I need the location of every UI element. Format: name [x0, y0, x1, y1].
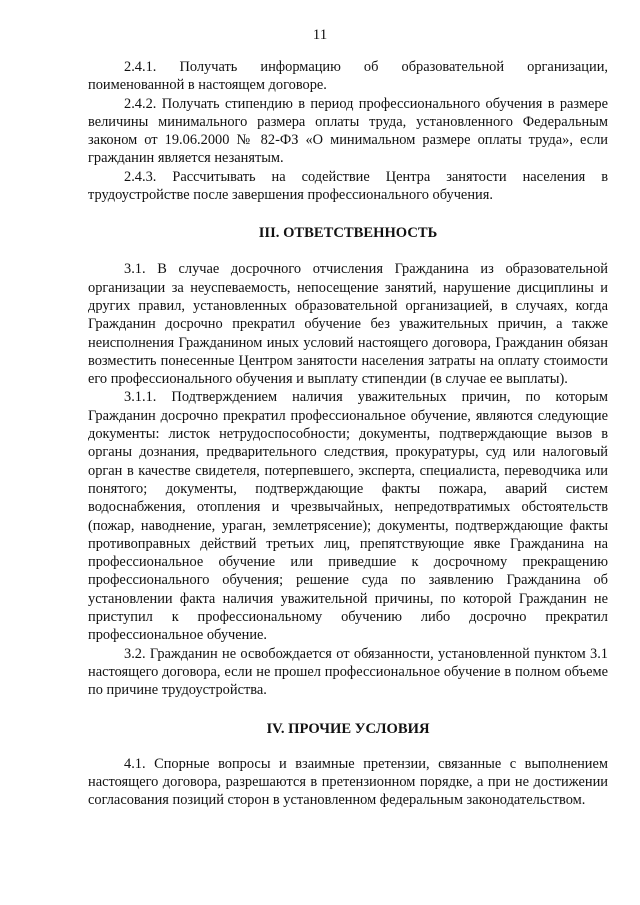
section-3-heading: III. ОТВЕТСТВЕННОСТЬ [258, 225, 438, 242]
clause-3-1: 3.1. В случае досрочного отчисления Гражданина из образовательной организации за неуспеваемость, непосещение занятий, нарушение дисциплины и других правил, установленных образовательной организацией, в случаях, когда Гражданин досрочно прекратил обучение без уважительных причин, а также неисполнения Гражданином иных условий настоящего договора, Гражданин обязан возместить понесенные Центром занятости населения затраты на оплату стоимости его профессионального обучения и выплату стипендии (в случае ее выплаты). [88, 261, 608, 388]
clause-2-4-2: 2.4.2. Получать стипендию в период профессионального обучения в размере величины минимального размера оплаты труда, установленного Федеральным законом от 19.06.2000 № 82-ФЗ «О минимальном размере оплаты труда», если гражданин является незанятым. [88, 95, 608, 167]
clause-4-1: 4.1. Спорные вопросы и взаимные претензии, связанные с выполнением настоящего договора, разрешаются в претензионном порядке, а при не достижении согласования позиций сторон в установленном федеральным законодательством. [88, 755, 608, 809]
clause-3-1-1: 3.1.1. Подтверждением наличия уважительных причин, по которым Гражданин досрочно прекратил профессиональное обучение, являются следующие документы: листок нетрудоспособности; документы, подтверждающие вызов в органы дознания, предварительного следствия, прокуратуры, суд или налоговый орган в качестве свидетеля, потерпевшего, эксперта, специалиста, переводчика или понятого; документы, подтверждающие факты пожара, аварий систем водоснабжения, отопления и чрезвычайных, непредотвратимых обстоятельств (пожар, наводнение, ураган, землетрясение); документы, подтверждающие факты противоправных действий третьих лиц, препятствующие явке Гражданина на профессиональное обучение или приведшие к досрочному прекращению профессионального обучения; решение суда по заявлению Гражданина об установлении факта наличия уважительной причины, по которой Гражданин не приступил к профессиональному обучению либо досрочно прекратил профессиональное обучение. [88, 389, 608, 644]
page-number: 11 [312, 27, 328, 43]
clause-2-4-1: 2.4.1. Получать информацию об образовательной организации, поименованной в настоящем договоре. [88, 59, 608, 94]
section-4-heading: IV. ПРОЧИЕ УСЛОВИЯ [266, 720, 430, 737]
clause-3-2: 3.2. Гражданин не освобождается от обязанности, установленной пунктом 3.1 настоящего договора, если не прошел профессиональное обучение в полном объеме по причине трудоустройства. [88, 645, 608, 699]
document-body [88, 58, 608, 809]
clause-2-4-3: 2.4.3. Рассчитывать на содействие Центра занятости населения в трудоустройстве после завершения профессионального обучения. [88, 168, 608, 204]
